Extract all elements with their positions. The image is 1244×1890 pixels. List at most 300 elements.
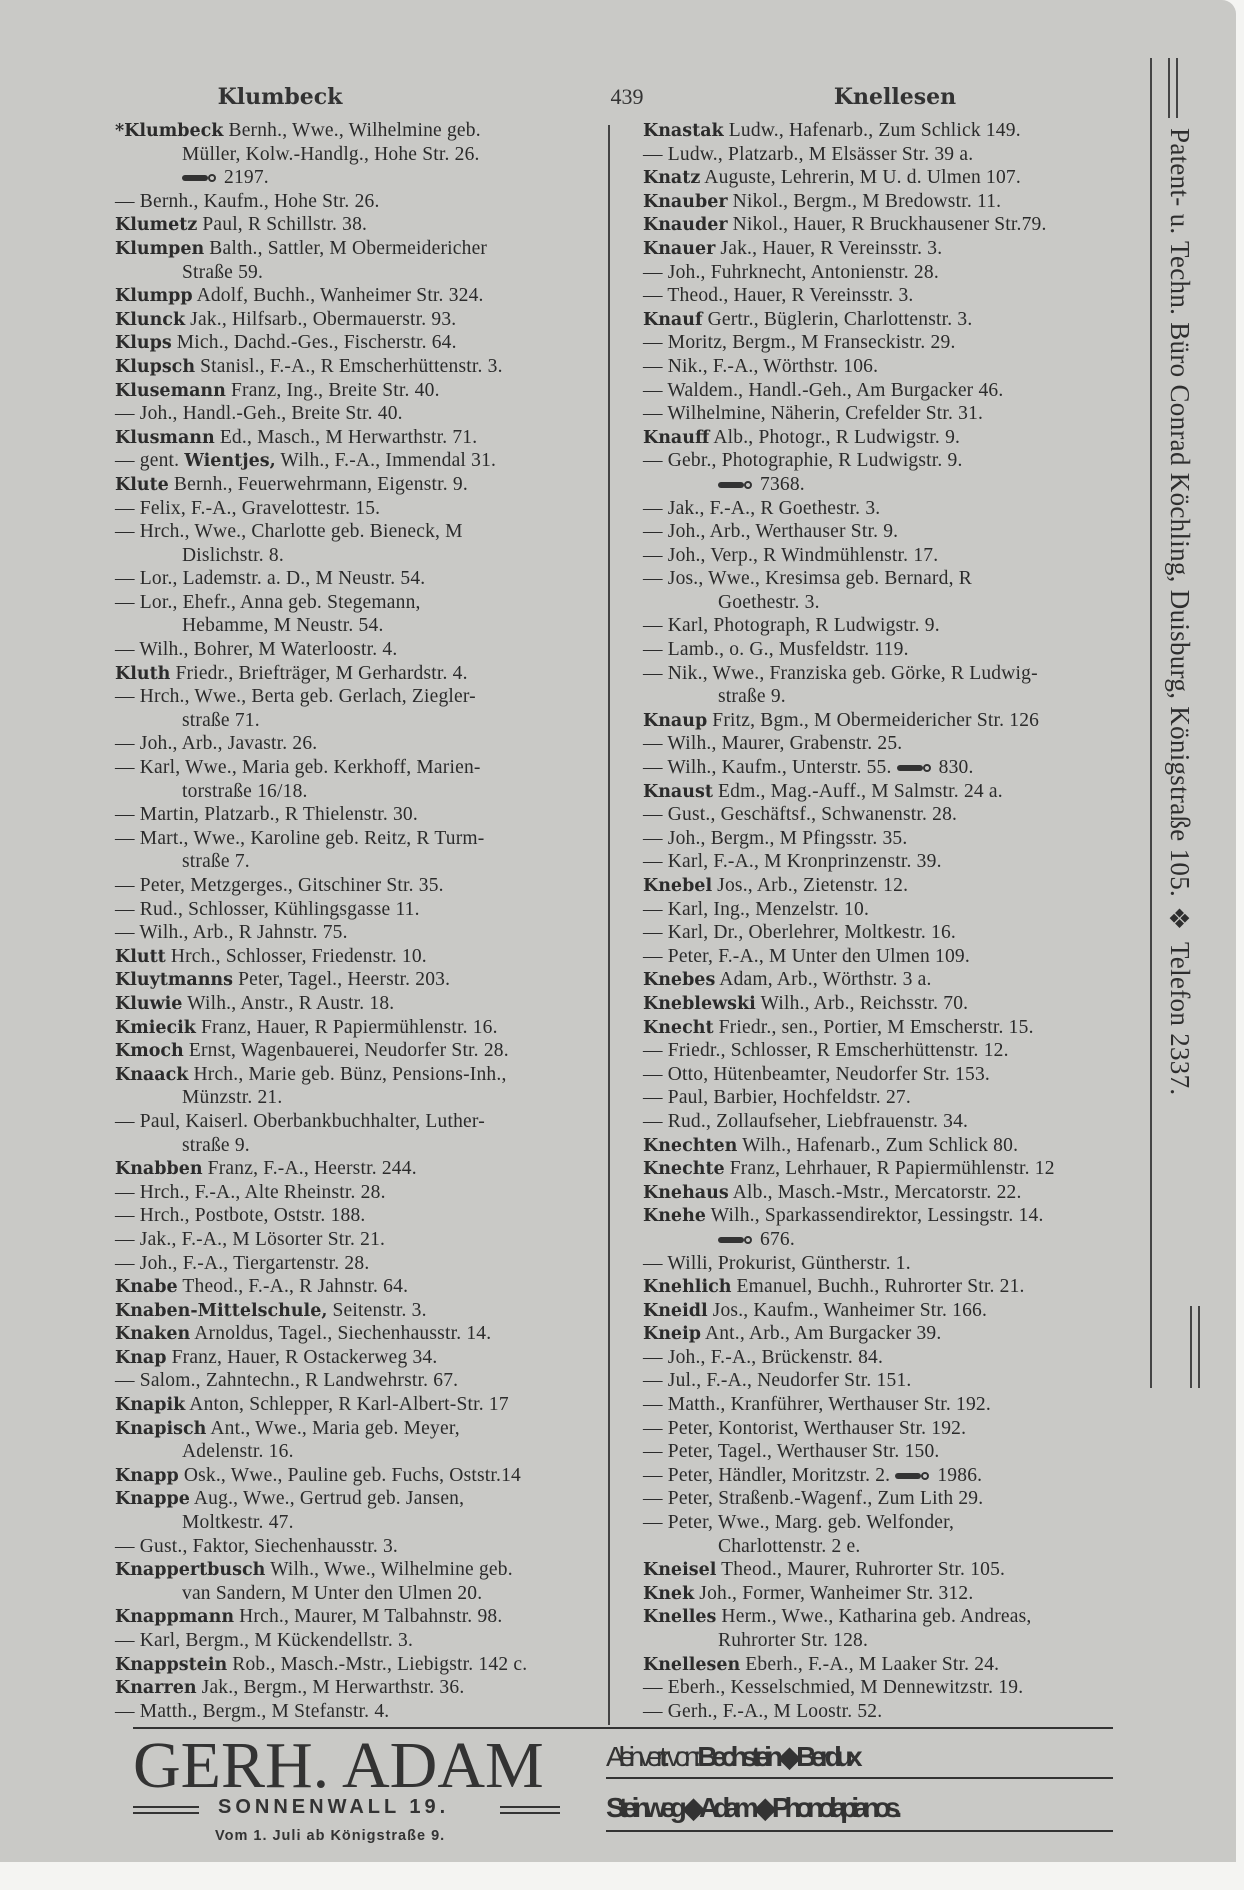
directory-entry [115,449,601,473]
entry-details: Jak., Bergm., M Herwarthstr. 36. [196,1677,465,1699]
directory-entry [115,284,601,308]
entry-details: — Paul, Barbier, Hochfeldstr. 27. [643,1087,911,1109]
entry-surname: Kneidl [643,1300,708,1321]
footer-move-notice: Vom 1. Juli ab Königstraße 9. [215,1828,446,1844]
entry-details: Theod., F.-A., R Jahnstr. 64. [177,1276,409,1298]
entry-surname: Kneip [643,1324,701,1345]
entry-details: — Joh., F.-A., Tiergartenstr. 28. [115,1252,370,1274]
directory-entry [115,1252,601,1276]
entry-surname: Knappe [115,1489,190,1510]
directory-entry [643,921,1139,945]
entry-details: Osk., Wwe., Pauline geb. Fuchs, Oststr.14 [178,1464,521,1486]
entry-surname: Knechten [643,1135,738,1156]
entry-details: — Joh., F.-A., Brückenstr. 84. [643,1346,884,1368]
entry-details: Jos., Arb., Zietenstr. 12. [712,875,909,896]
entry-continuation-line [115,166,601,190]
entry-surname: Klups [115,333,172,354]
sidebar-ornament-line [1198,1306,1200,1388]
entry-details: Jak., Hilfsarb., Obermauerstr. 93. [185,308,457,330]
entry-details: — Wilh., Bohrer, M Waterloostr. 4. [115,639,398,661]
directory-entry [643,1440,1139,1464]
entry-details: — Karl, Ing., Menzelstr. 10. [643,898,870,920]
footer-bottom-rule [606,1830,1113,1832]
entry-continuation-line [115,544,601,568]
directory-entry [643,1464,1139,1488]
directory-entry [643,402,1139,426]
entry-details: — Karl, Wwe., Maria geb. Kerkhoff, Marien- [115,757,481,779]
entry-details: Hebamme, M Neustr. 54. [182,615,384,637]
directory-entry [643,1487,1139,1511]
entry-surname: Knap [115,1347,167,1368]
directory-entry [115,1487,601,1511]
entry-details: — Waldem., Handl.-Geh., Am Burgacker 46. [643,379,1004,401]
directory-entry [115,1157,601,1181]
entry-details: — Karl, F.-A., M Kronprinzenstr. 39. [643,851,942,873]
entry-continuation-line [115,1582,601,1606]
directory-entry [115,638,601,662]
directory-entry [115,402,601,426]
directory-entry [643,355,1139,379]
entry-surname: Klunck [115,309,186,330]
entry-details: Wilh., Anstr., R Austr. 18. [182,992,395,1014]
entry-details: Franz, F.-A., Heerstr. 244. [202,1158,417,1180]
entry-details: torstraße 16/18. [182,780,308,802]
directory-entry [115,968,601,992]
entry-surname: Knek [643,1583,695,1604]
sidebar-divider [1150,58,1152,1388]
entry-details: — Hrch., Wwe., Charlotte geb. Bieneck, M [115,521,463,543]
telephone-receiver-icon [895,1472,929,1481]
entry-surname: Knellesen [643,1654,741,1675]
footer-ornament-line [133,1806,199,1808]
directory-entry [643,261,1139,285]
directory-entry [643,1016,1139,1040]
entry-details: straße 9. [718,686,786,708]
entry-details: — Joh., Bergm., M Pfingsstr. 35. [643,827,908,849]
entry-surname: *Klumbeck [115,121,224,141]
left-column [115,119,601,1723]
entry-details: Adam, Arb., Wörthstr. 3 a. [715,969,932,991]
footer-agency-line [606,1740,1116,1773]
entry-details: — Peter, Händler, Moritzstr. 2. [643,1464,896,1486]
entry-surname: Knarren [115,1678,197,1699]
footer-brands-line: Steinweg ◆ Adam ◆ Phonolapianos. [606,1792,897,1823]
entry-details: Fritz, Bgm., M Obermeidericher Str. 126 [707,709,1040,731]
directory-entry [115,1535,601,1559]
directory-entry [115,1346,601,1370]
entry-surname: Knauf [643,309,703,330]
directory-entry [643,850,1139,874]
directory-entry [115,567,601,591]
entry-details: — Joh., Verp., R Windmühlenstr. 17. [643,544,939,566]
directory-entry [115,473,601,497]
directory-entry [115,874,601,898]
entry-details: Moltkestr. 47. [182,1512,294,1534]
entry-details: Edm., Mag.-Auff., M Salmstr. 24 a. [712,780,1003,802]
entry-details: Hrch., Maurer, M Talbahnstr. 98. [234,1606,503,1628]
entry-details: — Ludw., Platzarb., M Elsässer Str. 39 a. [643,143,974,165]
entry-surname: Knecht [643,1017,714,1038]
entry-details: Anton, Schlepper, R Karl-Albert-Str. 17 [185,1394,509,1416]
directory-entry [643,898,1139,922]
directory-entry [643,709,1139,733]
directory-entry [643,190,1139,214]
entry-surname: Knappertbusch [115,1560,266,1581]
directory-entry [643,992,1139,1016]
entry-details: Balth., Sattler, M Obermeidericher [204,237,488,259]
directory-entry [643,213,1139,237]
entry-surname: Knabben [115,1159,203,1180]
entry-surname: Knappmann [115,1607,235,1628]
entry-details: — Joh., Arb., Werthauser Str. 9. [643,521,899,543]
entry-details: Franz, Hauer, R Papiermühlenstr. 16. [195,1016,498,1038]
entry-continuation-line [643,1228,1139,1252]
entry-details: — Hrch., Postbote, Oststr. 188. [115,1205,366,1227]
entry-continuation-line [115,1440,601,1464]
directory-entry [115,1110,601,1134]
entry-surname: Knehe [643,1206,706,1227]
entry-surname: Knehlich [643,1277,732,1298]
telephone-receiver-icon [182,174,216,183]
directory-entry [115,685,601,709]
entry-details: — Peter, Kontorist, Werthauser Str. 192. [643,1417,967,1439]
footer-ornament-line [500,1812,560,1814]
entry-details: Bernh., Feuerwehrmann, Eigenstr. 9. [168,473,468,495]
entry-surname: Klusmann [115,427,215,448]
directory-entry [643,1204,1139,1228]
entry-details: — Bernh., Kaufm., Hohe Str. 26. [115,190,380,212]
directory-entry [115,1063,601,1087]
phone-number: 1986. [937,1464,983,1486]
entry-details: Wilh., Wwe., Wilhelmine geb. [265,1559,513,1581]
directory-entry [643,544,1139,568]
entry-details: — Martin, Platzarb., R Thielenstr. 30. [115,804,418,826]
directory-entry [115,1605,601,1629]
entry-details: — Lor., Lademstr. a. D., M Neustr. 54. [115,568,426,590]
directory-entry [643,662,1139,686]
entry-details: — Jos., Wwe., Kresimsa geb. Bernard, R [643,568,972,590]
entry-details: Müller, Kolw.-Handlg., Hohe Str. 26. [182,143,480,165]
directory-entry [643,1346,1139,1370]
entry-details: Ant., Arb., Am Burgacker 39. [700,1323,942,1345]
entry-details: Goethestr. 3. [718,591,820,613]
directory-entry [115,426,601,450]
directory-entry [643,827,1139,851]
directory-entry [115,898,601,922]
entry-surname: Knaken [115,1324,191,1345]
entry-details: van Sandern, M Unter den Ulmen 20. [182,1582,483,1604]
entry-details: — Gust., Geschäftsf., Schwanenstr. 28. [643,804,958,826]
entry-details: Ernst, Wagenbauerei, Neudorfer Str. 28. [183,1040,509,1062]
entry-details: — Theod., Hauer, R Vereinsstr. 3. [643,285,914,307]
entry-details: — Karl, Photograph, R Ludwigstr. 9. [643,615,940,637]
entry-details: Adelenstr. 16. [182,1441,294,1463]
entry-details: Alb., Masch.-Mstr., Mercatorstr. 22. [728,1181,1022,1203]
entry-surname: Knabe [115,1277,178,1298]
entry-alias-name: Wientjes, [184,451,276,472]
entry-surname: Knapik [115,1395,186,1416]
entry-details: — gent. [115,450,185,472]
entry-details: Adolf, Buchh., Wanheimer Str. 324. [192,285,484,307]
directory-entry [115,190,601,214]
directory-entry [643,1181,1139,1205]
entry-details: Dislichstr. 8. [182,544,284,566]
directory-entry [115,756,601,780]
entry-continuation-line [115,1511,601,1535]
entry-continuation-line [115,1086,601,1110]
entry-details: Paul, R Schillstr. 38. [197,214,368,236]
entry-continuation-line [643,473,1139,497]
entry-details: — Rud., Zollaufseher, Liebfrauenstr. 34. [643,1110,969,1132]
entry-details: — Peter, Straßenb.-Wagenf., Zum Lith 29. [643,1488,984,1510]
directory-entry [643,1417,1139,1441]
entry-details: Theod., Maurer, Ruhrorter Str. 105. [716,1559,1006,1581]
entry-surname: Knaust [643,781,713,802]
entry-details: Wilh., Hafenarb., Zum Schlick 80. [737,1134,1019,1156]
directory-entry [643,237,1139,261]
directory-entry [115,1417,601,1441]
directory-entry [115,1181,601,1205]
entry-details: — Salom., Zahntechn., R Landwehrstr. 67. [115,1370,459,1392]
entry-surname: Knehaus [643,1182,729,1203]
entry-details: — Jak., F.-A., M Lösorter Str. 21. [115,1228,386,1250]
agency-brands: Bechstein ◆ Berdux [697,1741,857,1772]
entry-details: — Wilh., Arb., R Jahnstr. 75. [115,922,348,944]
entry-details: — Willi, Prokurist, Güntherstr. 1. [643,1252,911,1274]
entry-details: Alb., Photogr., R Ludwigstr. 9. [709,426,961,448]
entry-surname: Knelles [643,1607,717,1628]
entry-details: — Rud., Schlosser, Kühlingsgasse 11. [115,898,420,920]
footer-ornament-line [500,1806,560,1808]
entry-details: — Jul., F.-A., Neudorfer Str. 151. [643,1370,912,1392]
footer-ornament-line [133,1812,199,1814]
directory-entry [643,1039,1139,1063]
sidebar-ornament-line [1168,58,1170,118]
entry-details: Ant., Wwe., Maria geb. Meyer, [206,1417,460,1439]
directory-entry [643,331,1139,355]
entry-details: Wilh., Sparkassendirektor, Lessingstr. 14. [705,1205,1044,1227]
directory-entry [115,237,601,261]
entry-continuation-line [115,614,601,638]
telephone-receiver-icon [897,764,931,773]
entry-details: — Joh., Arb., Javastr. 26. [115,733,318,755]
directory-entry [115,1629,601,1653]
entry-details: — Felix, F.-A., Gravelottestr. 15. [115,497,381,519]
entry-details: Franz, Hauer, R Ostackerweg 34. [166,1346,438,1368]
entry-details: — Wilh., Kaufm., Unterstr. 55. [643,757,897,779]
sidebar-ornament-line [1176,58,1178,118]
entry-details: Nikol., Hauer, R Bruckhausener Str.79. [727,214,1047,236]
phone-number: 830. [938,757,974,779]
entry-continuation-line [115,709,601,733]
agency-prefix: Alleinvertr. von: [606,1741,696,1772]
entry-surname: Knaack [115,1064,189,1085]
entry-continuation-line [643,685,1139,709]
entry-surname: Knapisch [115,1418,207,1439]
directory-entry [115,520,601,544]
telephone-receiver-icon [718,481,752,490]
entry-details: — Gust., Faktor, Siechenhausstr. 3. [115,1535,398,1557]
directory-entry [115,1228,601,1252]
entry-continuation-line [115,850,601,874]
directory-entry [643,756,1139,780]
telephone-receiver-icon [718,1236,752,1245]
entry-surname: Kluth [115,663,171,684]
directory-entry [115,379,601,403]
entry-details: Hrch., Schlosser, Friedenstr. 10. [165,945,427,967]
directory-entry [115,1653,601,1677]
entry-details: — Peter, Metzgerges., Gitschiner Str. 35. [115,875,444,896]
directory-entry [643,780,1139,804]
directory-entry [643,497,1139,521]
entry-details: — Hrch., F.-A., Alte Rheinstr. 28. [115,1181,386,1203]
directory-entry [115,1275,601,1299]
footer-mid-rule [606,1777,1113,1779]
entry-details: Jos., Kaufm., Wanheimer Str. 166. [707,1299,988,1321]
entry-surname: Klupsch [115,356,196,377]
entry-details: Straße 59. [182,261,264,283]
entry-details: — Gebr., Photographie, R Ludwigstr. 9. [643,450,963,472]
column-divider [608,125,610,1725]
entry-details: straße 9. [182,1134,250,1156]
entry-details: Wilh., Arb., Reichsstr. 70. [755,992,969,1014]
directory-entry [115,497,601,521]
directory-entry [643,1605,1139,1629]
entry-details: Auguste, Lehrerin, M U. d. Ulmen 107. [700,167,1021,189]
entry-details: Arnoldus, Tagel., Siechenhausstr. 14. [190,1323,492,1345]
directory-entry [115,308,601,332]
entry-details: — Jak., F.-A., R Goethestr. 3. [643,497,881,519]
entry-surname: Knaup [643,710,708,731]
entry-surname: Kluwie [115,993,183,1014]
entry-details: — Eberh., Kesselschmied, M Dennewitzstr. 19. [643,1677,1024,1699]
entry-surname: Klumetz [115,215,198,236]
entry-details: straße 7. [182,851,250,873]
entry-surname: Kmiecik [115,1017,196,1038]
entry-details: — Moritz, Bergm., M Franseckistr. 29. [643,332,956,354]
entry-details: — Otto, Hütenbeamter, Neudorfer Str. 153. [643,1063,990,1085]
page-number: 439 [610,84,644,109]
directory-entry [115,1039,601,1063]
entry-surname: Knapp [115,1465,179,1486]
directory-entry [643,1393,1139,1417]
directory-entry [643,284,1139,308]
entry-surname: Kluytmanns [115,970,233,991]
entry-details: Gertr., Büglerin, Charlottenstr. 3. [702,308,973,330]
entry-surname: Kneblewski [643,993,756,1014]
entry-details: — Lor., Ehefr., Anna geb. Stegemann, [115,591,421,613]
entry-surname: Knebel [643,876,713,896]
directory-entry [643,1086,1139,1110]
entry-continuation-line [115,1134,601,1158]
directory-entry [643,614,1139,638]
entry-surname: Klusemann [115,380,226,401]
entry-details: Münzstr. 21. [182,1087,283,1109]
entry-details: — Friedr., Schlosser, R Emscherhüttenstr. 12. [643,1040,1009,1062]
header-right-keyword: Knellesen [833,84,957,110]
directory-entry [643,1275,1139,1299]
directory-entry [643,1582,1139,1606]
entry-surname: Knauder [643,215,728,236]
entry-details: — Wilhelmine, Näherin, Crefelder Str. 31. [643,403,984,425]
directory-entry [643,874,1139,898]
entry-details: — Joh., Handl.-Geh., Breite Str. 40. [115,403,403,425]
entry-details: Aug., Wwe., Gertrud geb. Jansen, [189,1488,465,1510]
directory-entry [115,945,601,969]
directory-entry [115,591,601,615]
right-column [643,119,1139,1723]
entry-details: Stanisl., F.-A., R Emscherhüttenstr. 3. [195,355,503,377]
entry-details: Hrch., Marie geb. Bünz, Pensions-Inh., [188,1063,507,1085]
directory-entry [115,921,601,945]
directory-entry [643,1252,1139,1276]
entry-details: — Paul, Kaiserl. Oberbankbuchhalter, Luther- [115,1110,485,1132]
directory-entry [643,732,1139,756]
directory-entry [115,732,601,756]
entry-continuation-line [115,261,601,285]
entry-surname: Knappstein [115,1654,228,1675]
entry-details: Charlottenstr. 2 e. [718,1535,861,1557]
sidebar-advertisement: Patent- u. Techn. Büro Conrad Köchling, Duisburg, Königstraße 105. ❖ Telefon 2337. [1165,128,1195,1096]
phone-number: 7368. [760,473,805,495]
entry-details: Friedr., Briefträger, M Gerhardstr. 4. [170,662,468,684]
entry-surname: Knauff [643,427,710,448]
sidebar-ornament-line [1190,1306,1192,1388]
directory-entry [643,638,1139,662]
footer-address: SONNENWALL 19. [218,1796,450,1818]
entry-details: — Wilh., Maurer, Grabenstr. 25. [643,733,903,755]
directory-entry [643,379,1139,403]
directory-entry [115,1299,601,1323]
entry-surname: Klutt [115,946,166,967]
entry-surname: Knaben-Mittelschule, [115,1300,328,1321]
directory-entry [643,449,1139,473]
directory-entry [643,520,1139,544]
directory-entry [643,1700,1139,1724]
entry-details: Seitenstr. 3. [327,1299,427,1321]
directory-entry [115,1464,601,1488]
directory-entry [643,426,1139,450]
entry-details: — Nik., Wwe., Franziska geb. Görke, R Ludwig- [643,662,1038,684]
directory-entry [643,1110,1139,1134]
header-left-keyword: Klumbeck [217,84,343,110]
entry-details: Emanuel, Buchh., Ruhrorter Str. 21. [731,1276,1025,1298]
entry-details: — Karl, Bergm., M Kückendellstr. 3. [115,1630,414,1651]
directory-entry [115,331,601,355]
directory-entry [643,945,1139,969]
entry-continuation-line [643,1535,1139,1559]
entry-surname: Knauer [643,238,716,259]
entry-continuation-line [643,1629,1139,1653]
entry-details: — Joh., Fuhrknecht, Antonienstr. 28. [643,261,939,283]
entry-details: Eberh., F.-A., M Laaker Str. 24. [740,1653,1000,1675]
directory-entry [643,1299,1139,1323]
entry-surname: Klumpen [115,238,205,259]
footer-company-name: GERH. ADAM [133,1729,544,1802]
entry-details: Ludw., Hafenarb., Zum Schlick 149. [723,120,1021,141]
entry-surname: Klute [115,474,169,495]
entry-details: — Lamb., o. G., Musfeldstr. 119. [643,639,909,661]
directory-entry [643,143,1139,167]
entry-surname: Knebes [643,970,716,991]
directory-entry [115,803,601,827]
directory-entry [115,213,601,237]
directory-entry [643,166,1139,190]
directory-entry [115,662,601,686]
entry-details: — Peter, F.-A., M Unter den Ulmen 109. [643,945,970,967]
entry-details: — Peter, Tagel., Werthauser Str. 150. [643,1441,940,1463]
directory-entry [115,1016,601,1040]
